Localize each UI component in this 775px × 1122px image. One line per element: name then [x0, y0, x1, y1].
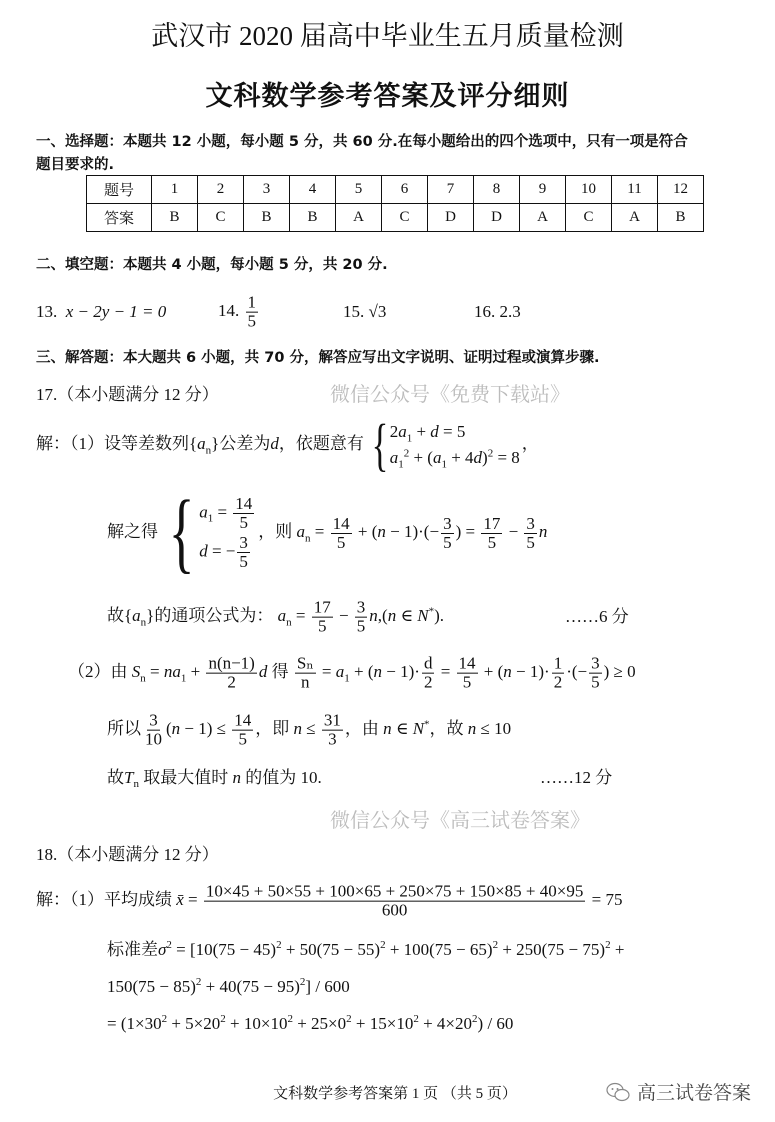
q17-line-2 [107, 483, 548, 582]
numerator: 1 [553, 653, 563, 673]
brand-name: 高三试卷答案 [637, 1082, 752, 1104]
q18-heading: 18.（本小题满分 12 分） [36, 845, 219, 864]
q17-line-3 [107, 599, 444, 636]
superscript: 2 [403, 447, 410, 460]
subscript: n [140, 616, 147, 629]
denominator: 5 [238, 729, 248, 749]
equation-system [160, 483, 256, 582]
q17-line-4 [68, 655, 636, 692]
math-variable: a [389, 448, 399, 467]
text: = [213, 502, 232, 522]
numerator: 14 [332, 513, 350, 533]
numerator: 14 [234, 710, 252, 730]
math-variable: a [199, 502, 208, 522]
text: − 1)·(− [385, 521, 440, 541]
text: − 1)· [382, 661, 420, 681]
math-variable: n [377, 521, 386, 541]
denominator: 2 [423, 672, 433, 692]
numerator: 3 [239, 533, 248, 552]
numerator: 14 [235, 494, 253, 514]
text: ) ≥ 0 [603, 661, 636, 681]
math-variable: n [369, 605, 378, 625]
fraction [457, 655, 478, 692]
text: + ( [349, 661, 374, 681]
text: ，由 [344, 718, 384, 738]
text: ). [434, 605, 445, 625]
math-variable: a [132, 605, 141, 625]
text: = 5 [438, 421, 466, 441]
question-number: 7 [428, 176, 474, 204]
question-number: 4 [290, 176, 336, 204]
superscript: 2 [413, 1013, 419, 1026]
answer-15-value: √3 [368, 301, 387, 321]
subscript: 1 [207, 512, 214, 525]
subscript: n [205, 444, 212, 457]
section1-instructions: 一、选择题：本题共 12 小题，每小题 5 分，共 60 分.在每小题给出的四个选项中，只有一项是符合 [36, 134, 688, 150]
text: ) [482, 448, 488, 467]
denominator: 5 [487, 532, 497, 552]
text: ，故 [429, 718, 468, 738]
text: ≤ 10 [476, 718, 512, 738]
q17-line-5 [107, 712, 511, 749]
math-variable: N [417, 605, 429, 625]
math-variable: n [467, 718, 477, 738]
q18-line-1 [36, 883, 622, 920]
text: + [610, 939, 625, 959]
text: 的值为 10. [240, 767, 322, 787]
text: + 10×10 [225, 1013, 288, 1033]
answer-choice: B [658, 204, 704, 232]
text: ∈ [391, 718, 413, 738]
table-header-question: 题号 [87, 176, 152, 204]
denominator: 3 [328, 729, 337, 749]
math-variable: T [124, 767, 134, 787]
superscript: 2 [161, 1013, 168, 1026]
numerator: 1 [247, 292, 256, 312]
text: = 8 [493, 448, 520, 467]
q18-line-2 [107, 940, 624, 960]
text: 得 [267, 661, 293, 681]
text: − 1) ≤ [180, 718, 231, 738]
question-number: 2 [198, 176, 244, 204]
denominator: 5 [443, 532, 452, 552]
numerator: 3 [591, 653, 600, 673]
math-variable: a [172, 661, 181, 681]
text: ) / 60 [477, 1013, 514, 1033]
superscript: 2 [605, 939, 611, 952]
math-variable: n [503, 661, 512, 681]
section3-instructions: 三、解答题：本大题共 6 小题，共 70 分，解答应写出文字说明、证明过程或演算步骤. [36, 350, 600, 366]
numerator: 3 [149, 710, 158, 730]
text: + 4×20 [418, 1013, 473, 1033]
question-number: 8 [474, 176, 520, 204]
text: 故 [107, 767, 124, 787]
equation-rows [199, 495, 256, 570]
denominator: 5 [526, 532, 535, 552]
watermark-1: 微信公众号《免费下载站》 [330, 382, 570, 406]
answer-choice: A [612, 204, 658, 232]
fraction [322, 712, 343, 749]
text: + 5×20 [167, 1013, 221, 1033]
answer-16: 16. 2.3 [474, 301, 521, 321]
denominator: 5 [239, 513, 249, 533]
watermark-2: 微信公众号《高三试卷答案》 [330, 808, 590, 832]
text: = [436, 661, 455, 681]
text: ·(− [566, 661, 588, 681]
text: + ( [409, 448, 433, 467]
superscript: 2 [166, 939, 172, 952]
subscript: n [133, 778, 139, 791]
denominator: 2 [227, 672, 236, 692]
fraction [589, 655, 602, 692]
math-variable: a [197, 433, 206, 453]
text: }的通项公式为： [146, 605, 278, 625]
text: + 15×10 [351, 1013, 414, 1033]
denominator: 600 [381, 900, 408, 920]
superscript: 2 [299, 976, 306, 989]
question-number: 1 [152, 176, 198, 204]
question-number: 12 [658, 176, 704, 204]
math-variable: n [538, 521, 548, 541]
text: 所以 [107, 718, 141, 738]
text: = [183, 889, 202, 909]
fraction [441, 515, 454, 552]
text: ∈ [396, 605, 418, 625]
document-title: 武汉市 2020 届高中毕业生五月质量检测 [151, 21, 624, 51]
math-variable: a [335, 661, 345, 681]
text: ,( [377, 605, 388, 625]
denominator: 5 [336, 532, 346, 552]
q17-score-6: ……6 分 [565, 606, 629, 626]
q17-heading: 17.（本小题满分 12 分） [36, 385, 219, 404]
answer-15-label: 15. [343, 301, 365, 321]
q18-line-4 [107, 1014, 513, 1034]
math-variable: n [383, 718, 392, 738]
text: = [310, 521, 329, 541]
denominator: 5 [239, 551, 248, 571]
fraction [331, 515, 352, 552]
answer-choice: D [474, 204, 520, 232]
answer-13 [36, 302, 166, 322]
superscript: 2 [220, 1013, 226, 1026]
document-subtitle: 文科数学参考答案及评分细则 [205, 81, 570, 111]
text: ，则 [258, 521, 297, 541]
text: 150(75 − 85) [107, 976, 196, 996]
superscript: 2 [492, 939, 499, 952]
text: − [504, 521, 523, 541]
question-number: 6 [382, 176, 428, 204]
numerator: 3 [443, 513, 452, 533]
math-variable: n [171, 718, 181, 738]
text: ， [521, 433, 539, 453]
text: ，依题意有 [278, 433, 364, 453]
text: + 100(75 − 65) [385, 939, 493, 959]
answer-choice: B [244, 204, 290, 232]
equation-rows [390, 422, 520, 469]
numerator: 3 [356, 597, 366, 617]
text: = (1×30 [107, 1013, 162, 1033]
text: 标准差 [107, 939, 158, 959]
subscript: n [140, 672, 146, 685]
math-variable: n [387, 605, 397, 625]
superscript: 2 [276, 939, 282, 952]
math-variable: a [398, 421, 407, 441]
text: ( [166, 718, 172, 738]
numerator: 14 [458, 653, 476, 673]
fraction [524, 515, 537, 552]
text: 解之得 [107, 521, 158, 541]
fraction [232, 712, 253, 749]
answer-14 [218, 294, 260, 331]
denominator: 5 [462, 672, 472, 692]
numerator: 31 [323, 710, 341, 730]
text: 取最大值时 [138, 767, 233, 787]
superscript: 2 [472, 1013, 478, 1026]
text: = [10(75 − 45) [171, 939, 277, 959]
math-variable: d [430, 421, 439, 441]
text: 解：（1）平均成绩 [36, 889, 177, 909]
text: + ( [479, 661, 504, 681]
equation [199, 495, 256, 532]
subscript: n [305, 532, 311, 545]
answer-choice: B [152, 204, 198, 232]
fraction [233, 495, 254, 532]
superscript: * [428, 605, 435, 618]
fraction [355, 599, 368, 636]
subscript: 1 [441, 458, 447, 471]
question-number: 9 [520, 176, 566, 204]
page-footer: 文科数学参考答案第 1 页 （共 5 页） [273, 1086, 517, 1102]
table-header-answer: 答案 [87, 204, 152, 232]
math-variable: n [163, 661, 173, 681]
brand-mark [605, 1078, 751, 1105]
text: = [317, 661, 336, 681]
answer-choice: A [520, 204, 566, 232]
fraction [295, 655, 316, 692]
subscript: 1 [180, 672, 187, 685]
section1-instructions-cont: 题目要求的. [36, 157, 115, 173]
text: + [186, 661, 205, 681]
text: 故{ [107, 605, 133, 625]
answer-choice: C [566, 204, 612, 232]
text: − [334, 605, 353, 625]
text: + 50(75 − 55) [281, 939, 381, 959]
denominator: 5 [317, 616, 327, 636]
text: 解：（1）设等差数列{ [36, 433, 198, 453]
numerator: d [423, 653, 433, 673]
denominator: 5 [247, 311, 256, 331]
denominator: n [301, 672, 310, 692]
superscript: 2 [287, 1013, 293, 1026]
text: + 4 [446, 448, 474, 467]
subscript: 1 [344, 672, 350, 685]
fraction [204, 883, 585, 920]
subscript: 1 [398, 458, 404, 471]
question-number: 11 [612, 176, 658, 204]
math-variable: N [412, 718, 425, 738]
superscript: 2 [380, 939, 386, 952]
q17-score-12: ……12 分 [540, 767, 613, 787]
fraction [552, 655, 565, 692]
brace: { [168, 483, 195, 582]
table-row-questions [87, 176, 704, 204]
answer-14-label: 14. [218, 300, 240, 320]
answer-choice: C [198, 204, 244, 232]
math-variable: x̄ [176, 889, 184, 909]
q17-line-1 [36, 412, 539, 477]
math-variable: d [258, 661, 268, 681]
numerator: 17 [313, 597, 331, 617]
fraction [422, 655, 435, 692]
answer-choice: C [382, 204, 428, 232]
text: + [412, 421, 431, 441]
question-number: 5 [336, 176, 382, 204]
table-row-answers [87, 204, 704, 232]
text: ≤ [302, 718, 320, 738]
equation [390, 422, 520, 442]
fraction [481, 515, 502, 552]
text: （2）由 [68, 661, 132, 681]
section2-instructions: 二、填空题：本题共 4 小题，每小题 5 分，共 20 分. [36, 257, 388, 273]
answer-13-label: 13. [36, 301, 58, 321]
text: + 250(75 − 75) [498, 939, 606, 959]
text: = [291, 605, 310, 625]
fraction [206, 655, 256, 692]
math-variable: d [270, 433, 279, 453]
numerator: Sₙ [296, 653, 314, 673]
text: − 1)· [511, 661, 550, 681]
answer-13-value: x − 2y − 1 = 0 [65, 301, 167, 321]
text: = [145, 661, 164, 681]
text: = − [207, 541, 236, 561]
answer-15 [343, 302, 386, 322]
numerator: 17 [483, 513, 501, 533]
math-variable: n [232, 767, 241, 787]
math-variable: a [432, 448, 442, 467]
superscript: 2 [346, 1013, 352, 1026]
denominator: 5 [591, 672, 600, 692]
math-variable: d [199, 541, 208, 561]
equation [389, 447, 520, 471]
math-variable: σ [158, 939, 167, 959]
fraction [237, 534, 250, 571]
q17-line-6 [107, 767, 322, 791]
math-variable: n [293, 718, 303, 738]
text: = 75 [587, 889, 623, 909]
math-variable: d [473, 448, 483, 467]
text: ，即 [255, 718, 294, 738]
answer-choice: A [336, 204, 382, 232]
question-number: 10 [566, 176, 612, 204]
math-variable: n [373, 661, 383, 681]
equation [199, 534, 256, 571]
subscript: 1 [406, 432, 413, 444]
denominator: 10 [145, 729, 162, 749]
question-number: 3 [244, 176, 290, 204]
text: ] / 600 [305, 976, 350, 996]
denominator: 5 [356, 616, 366, 636]
brace: { [371, 412, 389, 477]
text: + ( [353, 521, 378, 541]
superscript: * [424, 718, 430, 731]
numerator: 3 [526, 513, 535, 533]
numerator: 10×45 + 50×55 + 100×65 + 250×75 + 150×85 + 40×95 [205, 881, 584, 901]
text: ) = [455, 521, 480, 541]
text: + 25×0 [292, 1013, 347, 1033]
answer-table [86, 175, 704, 232]
math-variable: a [277, 605, 287, 625]
subscript: n [286, 616, 292, 629]
superscript: 2 [487, 447, 494, 460]
text: + 40(75 − 95) [201, 976, 300, 996]
fraction [143, 712, 164, 749]
math-variable: a [296, 521, 306, 541]
denominator: 2 [553, 672, 563, 692]
wechat-icon [605, 1081, 631, 1103]
text: }公差为 [211, 433, 271, 453]
answer-choice: D [428, 204, 474, 232]
answer-choice: B [290, 204, 336, 232]
equation-system [366, 412, 520, 477]
q18-line-3 [107, 977, 350, 997]
fraction [312, 599, 333, 636]
text: 2 [389, 421, 399, 441]
superscript: 2 [195, 976, 202, 989]
answer-14-fraction [246, 294, 259, 331]
numerator: n(n−1) [208, 653, 255, 673]
math-variable: S [131, 661, 141, 681]
